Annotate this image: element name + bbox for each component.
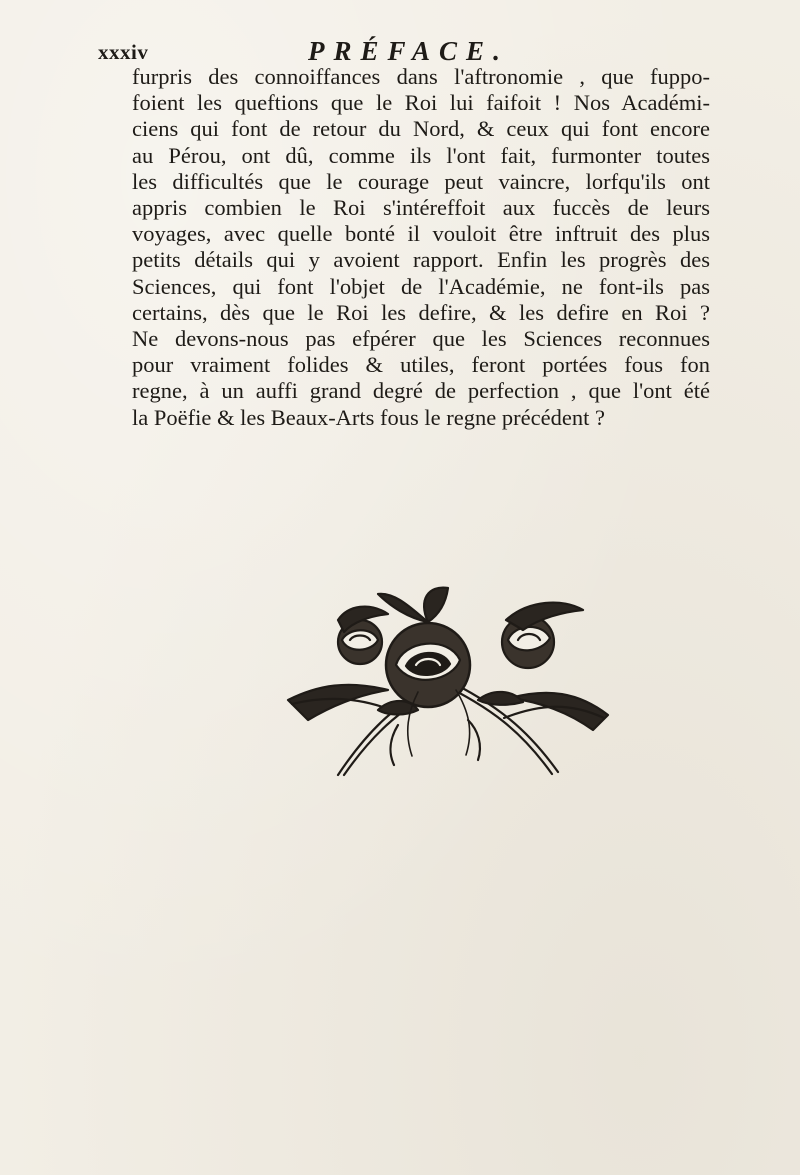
text-line: petits détails qui y avoient rapport. Enfin les progrès des [132,247,710,273]
text-line: foient les queftions que le Roi lui faifoit ! Nos Académi- [132,90,710,116]
text-line: pour vraiment folides & utiles, feront portées fous fon [132,352,710,378]
text-line: appris combien le Roi s'intéreffoit aux fuccès de leurs [132,195,710,221]
text-line: regne, à un auffi grand degré de perfection , que l'ont été [132,378,710,404]
body-text [132,64,710,431]
running-head [98,36,698,66]
text-line: la Poëfie & les Beaux-Arts fous le regne précédent ? [132,404,605,430]
text-line: au Pérou, ont dû, comme ils l'ont fait, furmonter toutes [132,142,710,168]
page-number: xxxiv [98,40,149,64]
text-line: les difficultés que le courage peut vaincre, lorfqu'ils ont [132,168,710,194]
text-line: Sciences, qui font l'objet de l'Académie, ne font-ils pas [132,273,710,299]
text-line: voyages, avec quelle bonté il vouloit être inftruit des plus [132,221,710,247]
floral-vignette-icon [278,580,614,780]
running-title: PRÉFACE. [308,36,509,66]
text-line: certains, dès que le Roi les defire, & les defire en Roi ? [132,299,710,325]
text-line: ciens qui font de retour du Nord, & ceux qui font encore [132,116,710,142]
text-line: Ne devons-nous pas efpérer que les Sciences reconnues [132,326,710,352]
text-line: furpris des connoiffances dans l'aftronomie , que fuppo- [132,64,710,89]
